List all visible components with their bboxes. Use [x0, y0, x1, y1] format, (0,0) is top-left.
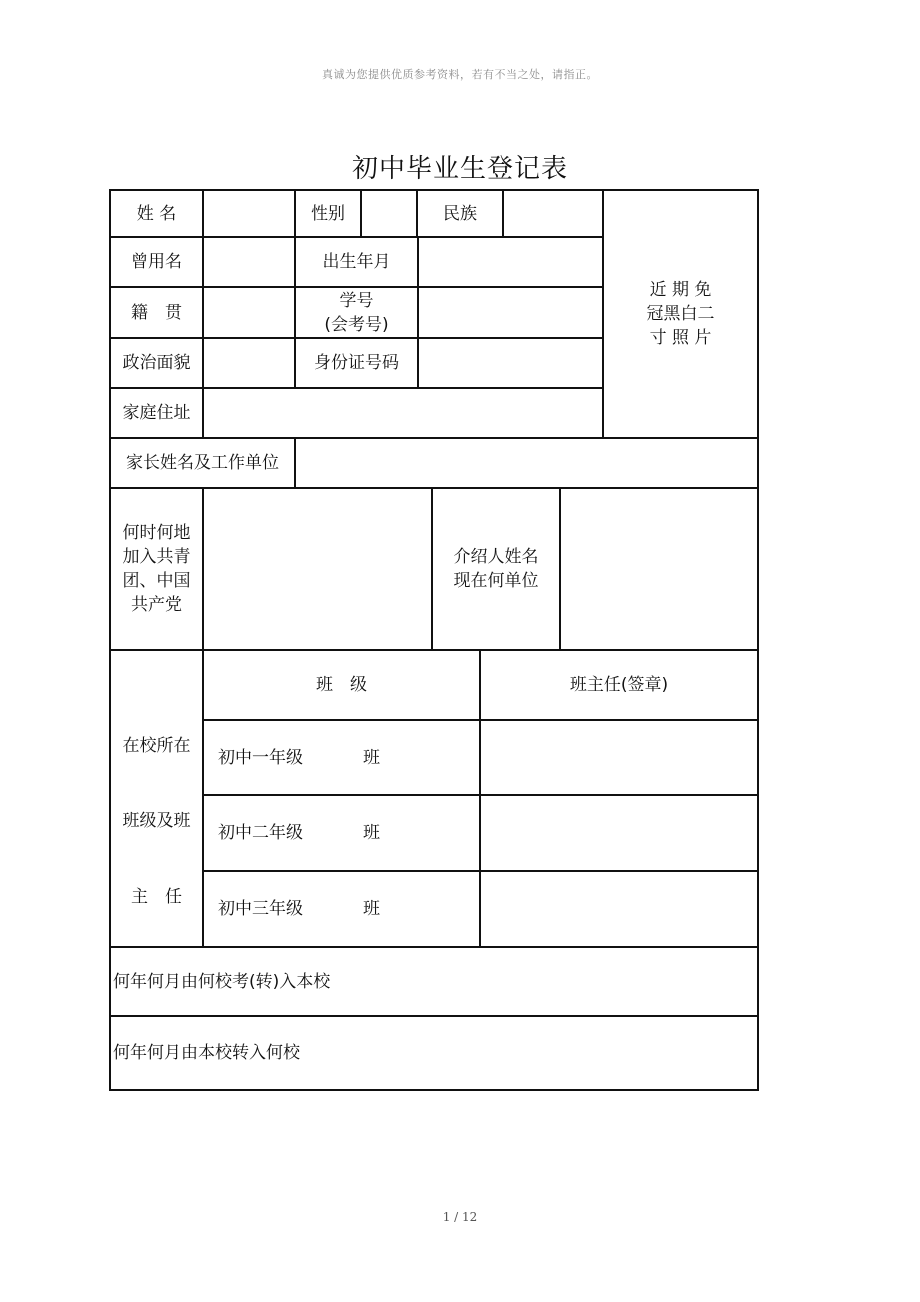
home-address-label: 家庭住址 — [122, 403, 191, 423]
political-status-field[interactable] — [204, 339, 294, 387]
class-suffix: 班 — [363, 747, 380, 768]
introducer-label — [433, 489, 559, 649]
political-status-label: 政治面貌 — [122, 353, 191, 373]
name-field[interactable] — [204, 191, 294, 236]
former-name-field[interactable] — [204, 238, 294, 286]
join-party-line: 团、中国 — [122, 571, 191, 591]
grade-label: 初中一年级 — [218, 747, 303, 768]
id-number-label: 身份证号码 — [314, 353, 399, 373]
enroll-row[interactable]: 何年何月由何校考(转)入本校 — [113, 971, 331, 992]
line — [757, 189, 759, 1091]
school-class-label-line: 班级及班 — [122, 811, 191, 831]
grade-row[interactable] — [204, 796, 479, 870]
registration-form — [109, 189, 759, 1091]
photo-label-line: 近 期 免 — [649, 280, 712, 300]
join-party-line: 加入共青 — [122, 547, 191, 567]
class-suffix: 班 — [363, 823, 380, 843]
birth-label: 出生年月 — [322, 252, 391, 272]
teacher-header: 班主任(签章) — [569, 675, 669, 695]
student-no-label — [296, 288, 417, 337]
parent-info-field[interactable] — [296, 439, 757, 487]
class-header: 班 级 — [316, 675, 367, 695]
birth-field[interactable] — [419, 238, 602, 286]
introducer-line: 现在何单位 — [453, 571, 539, 591]
join-party-line: 何时何地 — [122, 523, 191, 543]
photo-label-line: 寸 照 片 — [649, 328, 712, 348]
join-party-field[interactable] — [204, 489, 431, 649]
photo-box[interactable] — [604, 191, 757, 437]
introducer-line: 介绍人姓名 — [453, 547, 539, 567]
grade-row[interactable] — [204, 721, 479, 794]
page-number: 1 / 12 — [442, 1210, 478, 1224]
grade-label: 初中三年级 — [218, 899, 303, 919]
gender-label: 性别 — [311, 203, 345, 224]
ethnicity-label: 民族 — [443, 203, 477, 224]
transfer-row[interactable]: 何年何月由本校转入何校 — [113, 1043, 300, 1063]
class-suffix: 班 — [363, 899, 380, 919]
page-title: 初中毕业生登记表 — [351, 154, 568, 184]
parent-info-label: 家长姓名及工作单位 — [126, 453, 279, 473]
school-class-label-line: 主 任 — [131, 887, 182, 907]
student-no-line: (会考号) — [324, 314, 389, 335]
home-address-field[interactable] — [204, 389, 602, 437]
native-place-label: 籍 贯 — [131, 302, 182, 323]
native-place-field[interactable] — [204, 288, 294, 337]
teacher-signature-field[interactable] — [481, 872, 757, 946]
grade-label: 初中二年级 — [218, 823, 303, 843]
introducer-field[interactable] — [561, 489, 757, 649]
teacher-signature-field[interactable] — [481, 796, 757, 870]
header-note: 真诚为您提供优质参考资料，若有不当之处，请指正。 — [322, 68, 598, 81]
student-no-line: 学号 — [339, 290, 374, 311]
student-no-field[interactable] — [419, 288, 602, 337]
id-number-field[interactable] — [419, 339, 602, 387]
photo-label-line: 冠黑白二 — [646, 304, 715, 324]
grade-row[interactable] — [204, 872, 479, 946]
line — [109, 1089, 759, 1091]
join-party-label — [111, 489, 202, 649]
gender-field[interactable] — [362, 191, 416, 236]
teacher-signature-field[interactable] — [481, 721, 757, 794]
name-label: 姓 名 — [136, 203, 177, 224]
former-name-label: 曾用名 — [131, 252, 182, 272]
ethnicity-field[interactable] — [504, 191, 602, 236]
join-party-line: 共产党 — [131, 595, 182, 615]
school-class-label-line: 在校所在 — [122, 736, 191, 756]
